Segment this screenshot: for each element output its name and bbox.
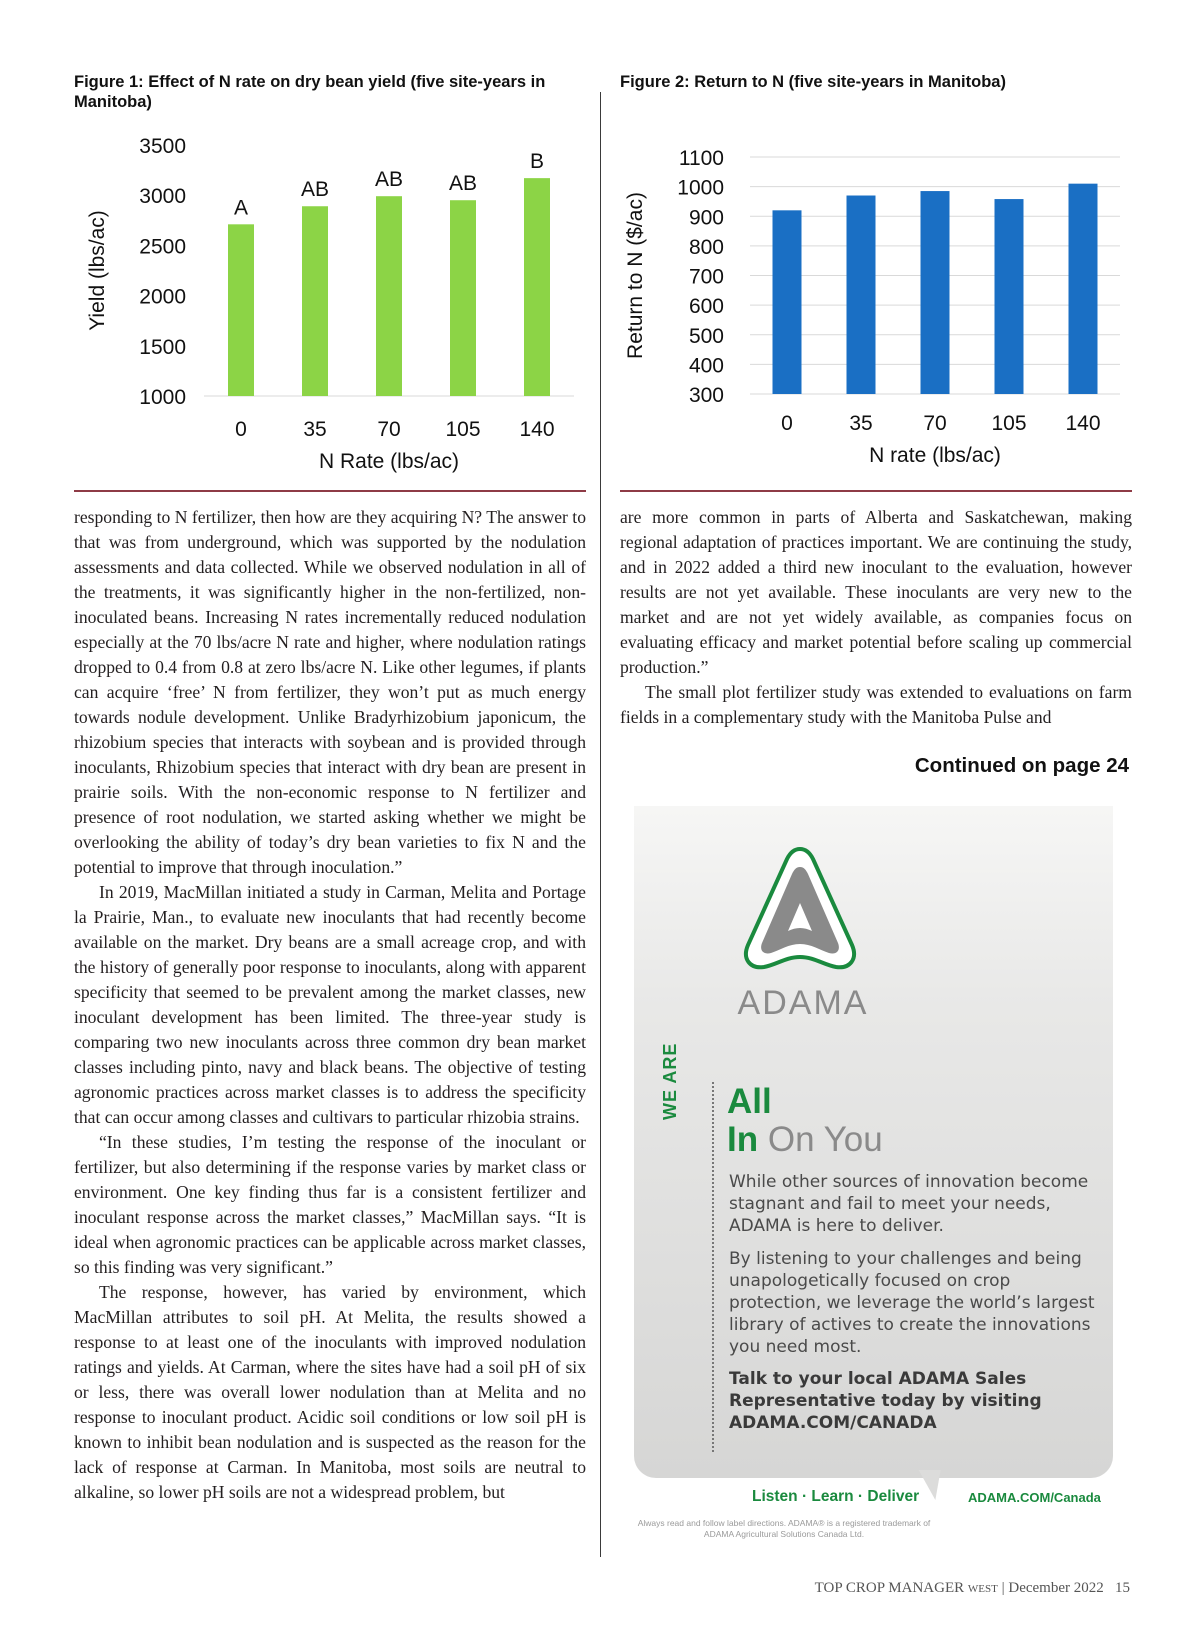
y-tick-label: 300 — [688, 384, 724, 407]
y-tick-label: 2500 — [139, 235, 186, 259]
ad-paragraph-2: By listening to your challenges and being unapologetically focused on crop protection, we leverage the world’s largest library of actives to create the innovations you need most. — [729, 1249, 1095, 1357]
significance-letter: AB — [300, 178, 330, 202]
significance-letter: A — [233, 196, 249, 220]
x-tick-label: 140 — [1065, 412, 1101, 435]
article-paragraph: are more common in parts of Alberta and Saskatchewan, making regional adaptation of practices important. We are continuing the study, and in 2022 added a third new inoculant to the evaluation, however results are not yet available. These inoculants are very new to the market and are not yet widely available, as companies focus on evaluating efficacy and market potential before scaling up commercial production.” — [620, 507, 1132, 677]
y-tick-label: 700 — [688, 265, 724, 289]
x-tick-label: 105 — [445, 418, 481, 441]
bar — [921, 191, 950, 394]
ad-dotted-rule — [712, 1082, 714, 1452]
significance-letter: B — [529, 150, 545, 174]
continued-on-page: Continued on page 24 — [914, 754, 1129, 777]
adama-logo-icon — [740, 845, 860, 975]
y-tick-label: 400 — [688, 354, 724, 378]
significance-letter: AB — [448, 172, 478, 196]
ad-disclaimer: Always read and follow label directions. ADAMA® is a registered trademark of ADAMA Agricultural Solutions Canada Ltd. — [637, 1518, 931, 1539]
article-left-column — [74, 505, 586, 1505]
headline-on-you: On You — [767, 1120, 883, 1159]
headline-in: In — [727, 1120, 759, 1159]
article-paragraph: responding to N fertilizer, then how are they acquiring N? The answer to that was from underground, which was supported by the nodulation assessments and data collected. While we observed nodulation in all of the treatments, it was significantly higher in the non-fertilized, non-inoculated beans. Increasing N rates incrementally reduced nodulation especially at the 70 lbs/acre N rate and higher, where nodulation ratings dropped to 0.4 from 0.8 at zero lbs/acre N. Like other legumes, if plants can acquire ‘free’ N from fertilizer, they won’t put as much energy towards nodule development. Unlike Bradyrhizobium japonicum, the rhizobium species that interacts with soybean and is provided through inoculants, Rhizobium species that interact with dry bean are present in prairie soils. With the non-economic response to N fertilizer and presence of root nodulation, we started asking whether we might be overlooking the ability of today’s dry bean varieties to fix N and the potential to improve that through inoculation.” — [74, 507, 586, 877]
bar — [302, 206, 328, 396]
x-tick-label: 70 — [377, 418, 401, 441]
y-tick-label: 3500 — [139, 135, 186, 158]
article-paragraph: The small plot fertilizer study was extended to evaluations on farm fields in a complementary study with the Manitoba Pulse and — [620, 682, 1132, 727]
headline-all: All — [727, 1082, 772, 1121]
return-to-n-bar-chart — [620, 135, 1140, 480]
ad-call-to-action: Talk to your local ADAMA Sales Representative today by visiting ADAMA.COM/CANADA — [729, 1369, 1042, 1433]
x-axis-title: N rate (lbs/ac) — [869, 444, 1001, 467]
figure-2-rule — [620, 490, 1132, 492]
y-tick-label: 1000 — [677, 176, 724, 200]
y-tick-label: 500 — [688, 324, 724, 348]
y-tick-label: 600 — [688, 295, 724, 319]
y-tick-label: 1100 — [678, 147, 724, 170]
magazine-name: TOP CROP MANAGER — [814, 1580, 965, 1596]
ad-url-link[interactable]: ADAMA.COM/Canada — [968, 1490, 1101, 1505]
bar — [773, 210, 802, 394]
y-tick-label: 3000 — [139, 185, 186, 209]
y-axis-title: Yield (lbs/ac) — [86, 210, 109, 331]
x-axis-title: N Rate (lbs/ac) — [318, 450, 460, 473]
bar — [450, 200, 476, 396]
bar — [847, 196, 876, 394]
article-paragraph: The response, however, has varied by environment, which MacMillan attributes to soil pH. At Melita, the results showed a response to at least one of the inoculants with improved nodulation ratings and yields. At Carman, where the sites have had a soil pH of six or less, there was overall lower nodulation than at Melita and no response to inoculant product. Acidic soil conditions or low soil pH is known to inhibit bean nodulation and is suspected as the reason for the lack of response at Carman. In Manitoba, most soils are neutral to alkaline, so lower pH soils are not a widespread problem, but — [74, 1282, 586, 1502]
x-tick-label: 140 — [519, 418, 555, 441]
bar — [995, 199, 1024, 394]
figure-1-caption: Figure 1: Effect of N rate on dry bean yield (five site-years in Manitoba) — [74, 73, 546, 111]
bar — [524, 178, 550, 396]
issue-date: December 2022 — [1008, 1580, 1104, 1596]
x-tick-label: 70 — [923, 412, 947, 435]
y-tick-label: 800 — [688, 235, 724, 259]
adama-wordmark: ADAMA — [737, 984, 869, 1022]
figure-2-caption: Figure 2: Return to N (five site-years in Manitoba) — [620, 73, 1006, 91]
bar — [376, 196, 402, 396]
bar — [228, 224, 254, 396]
magazine-edition: WEST — [967, 1583, 998, 1595]
x-tick-label: 0 — [235, 418, 247, 441]
page-number: 15 — [1115, 1580, 1130, 1596]
article-paragraph: “In these studies, I’m testing the response of the inoculant or fertilizer, but also determining if the response varies by market class or environment. One key finding thus far is a consistent fertilizer and inoculant response across the market classes,” MacMillan says. “It is ideal when agronomic practices can be applicable across market classes, so this finding was very significant.” — [74, 1132, 586, 1277]
x-tick-label: 105 — [991, 412, 1027, 435]
y-tick-label: 1500 — [139, 335, 186, 359]
ad-paragraph-1: While other sources of innovation become stagnant and fail to meet your needs, ADAMA is here to deliver. — [729, 1172, 1089, 1236]
figure-1-rule — [74, 490, 586, 492]
we-are-label: WE ARE — [660, 1042, 680, 1120]
y-axis-title: Return to N ($/ac) — [624, 192, 647, 359]
yield-bar-chart — [74, 120, 594, 490]
x-tick-label: 0 — [781, 412, 793, 435]
column-divider — [600, 92, 601, 1557]
x-tick-label: 35 — [303, 418, 327, 441]
article-right-column — [620, 505, 1132, 730]
ad-headline — [727, 1083, 883, 1159]
significance-letter: AB — [374, 168, 404, 192]
y-tick-label: 2000 — [139, 285, 186, 309]
article-paragraph: In 2019, MacMillan initiated a study in Carman, Melita and Portage la Prairie, Man., to evaluate new inoculants that had recently become available on the market. Dry beans are a small acreage crop, and with the history of generally poor response to inoculants, along with apparent specificity that seemed to be prevalent among the market classes, new inoculant development has been limited. The three-year study is comparing two new inoculants across three common dry bean market classes including pinto, navy and black beans. The objective of testing agronomic practices across market classes is to address the specificity that can occur among classes and cultivars to particular rhizobia strains. — [74, 882, 586, 1127]
y-tick-label: 1000 — [139, 386, 186, 409]
y-tick-label: 900 — [688, 206, 724, 230]
bar — [1069, 184, 1098, 394]
x-tick-label: 35 — [849, 412, 873, 435]
page-footer: TOP CROP MANAGER WEST | December 2022 15 — [814, 1580, 1130, 1596]
ad-tagline: Listen · Learn · Deliver — [752, 1488, 920, 1505]
